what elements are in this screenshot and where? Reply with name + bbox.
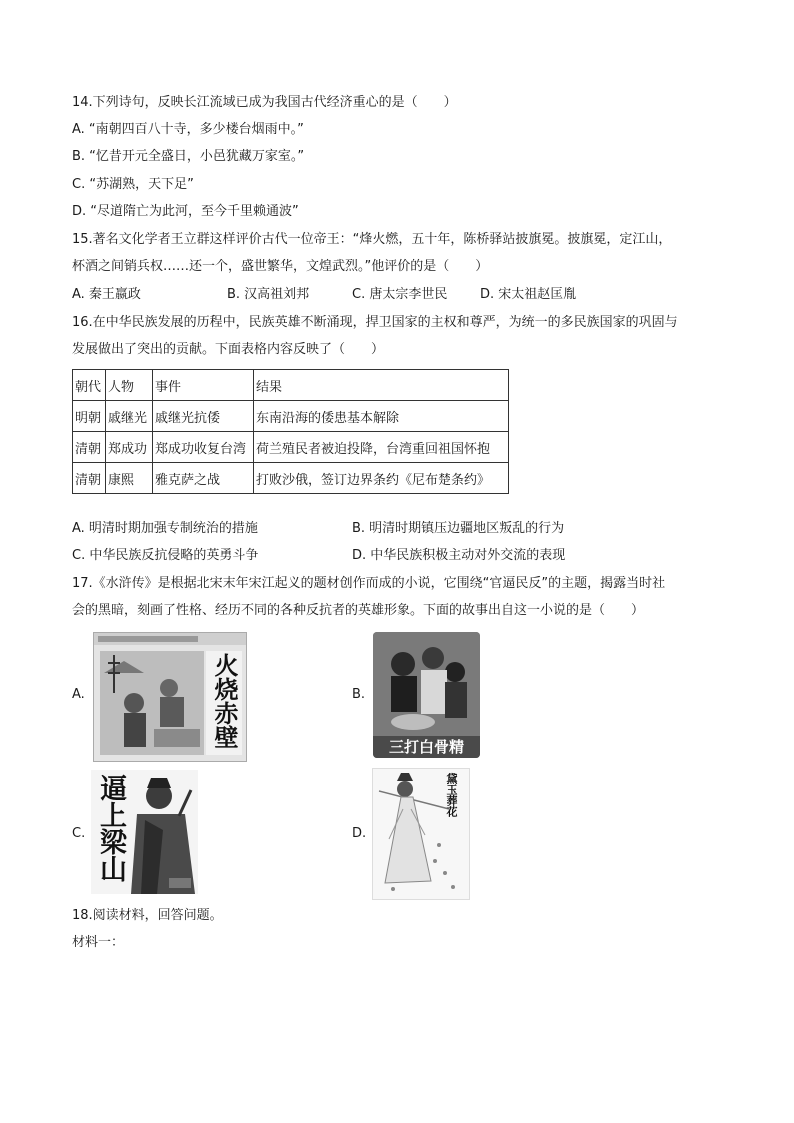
q17-stem-line2: 会的黑暗，刻画了性格、经历不同的各种反抗者的英雄形象。下面的故事出自这一小说的是（ ）: [72, 603, 645, 618]
table-cell: 雅克萨之战: [153, 463, 254, 494]
table-header-row: [73, 370, 509, 401]
q14-option-a: A. “南朝四百八十寺，多少楼台烟雨中。”: [72, 122, 304, 137]
q15-stem-line1: 15.著名文化学者王立群这样评价古代一位帝王：“烽火燃，五十年，陈桥驿站披旗冕。披旗冕，定江山，: [72, 232, 672, 247]
q15-option-d: D. 宋太祖赵匡胤: [480, 287, 577, 302]
q17-picture-b: [373, 632, 480, 758]
table-cell: 郑成功: [106, 432, 153, 463]
q16-stem-line2: 发展做出了突出的贡献。下面表格内容反映了（ ）: [72, 342, 385, 357]
table-cell: 东南沿海的倭患基本解除: [254, 401, 509, 432]
q17-option-a-label: A.: [72, 687, 85, 702]
picture-a-title: 火烧赤壁: [210, 653, 239, 749]
table-cell: 明朝: [73, 401, 106, 432]
q16-table: [72, 369, 509, 494]
table-row: [73, 401, 509, 432]
table-cell: 荷兰殖民者被迫投降，台湾重回祖国怀抱: [254, 432, 509, 463]
q15-option-a: A. 秦王嬴政: [72, 287, 141, 302]
picture-d-title: 黛玉葬花: [445, 773, 458, 817]
table-cell: 郑成功收复台湾: [153, 432, 254, 463]
q17-option-b-label: B.: [352, 687, 366, 702]
table-row: [73, 463, 509, 494]
picture-c-title: 逼上梁山: [95, 774, 126, 882]
q17-picture-a: [93, 632, 247, 762]
q17-picture-c: [91, 770, 198, 894]
table-cell: 戚继光抗倭: [153, 401, 254, 432]
table-cell: 清朝: [73, 463, 106, 494]
table-row: [73, 432, 509, 463]
table-header-cell: 事件: [153, 370, 254, 401]
q17-stem-line1: 17.《水浒传》是根据北宋末年宋江起义的题材创作而成的小说，它围绕“官逼民反”的主题，揭露当时社: [72, 576, 666, 591]
q18-stem: 18.阅读材料，回答问题。: [72, 908, 223, 923]
q16-option-b: B. 明清时期镇压边疆地区叛乱的行为: [352, 521, 565, 536]
q18-material-label: 材料一：: [72, 935, 125, 950]
q17-option-c-label: C.: [72, 826, 86, 841]
q16-stem-line1: 16.在中华民族发展的历程中，民族英雄不断涌现，捍卫国家的主权和尊严，为统一的多民族国家的巩固与: [72, 315, 678, 330]
q14-stem: 14.下列诗句，反映长江流域已成为我国古代经济重心的是（ ）: [72, 95, 457, 110]
table-cell: 打败沙俄，签订边界条约《尼布楚条约》: [254, 463, 509, 494]
q15-option-c: C. 唐太宗李世民: [352, 287, 448, 302]
table-header-cell: 朝代: [73, 370, 106, 401]
picture-b-title: 三打白骨精: [388, 738, 464, 756]
table-cell: 清朝: [73, 432, 106, 463]
table-cell: 戚继光: [106, 401, 153, 432]
q14-option-d: D. “尽道隋亡为此河，至今千里赖通波”: [72, 204, 299, 219]
table-header-cell: 结果: [254, 370, 509, 401]
q14-option-c: C. “苏湖熟，天下足”: [72, 177, 194, 192]
q15-option-b: B. 汉高祖刘邦: [227, 287, 310, 302]
q14-option-b: B. “忆昔开元全盛日，小邑犹藏万家室。”: [72, 149, 305, 164]
q16-option-d: D. 中华民族积极主动对外交流的表现: [352, 548, 566, 563]
q17-picture-d: [372, 768, 470, 900]
q16-option-a: A. 明清时期加强专制统治的措施: [72, 521, 258, 536]
q15-stem-line2: 杯酒之间销兵权……还一个，盛世繁华，文煌武烈。”他评价的是（ ）: [72, 259, 489, 274]
table-cell: 康熙: [106, 463, 153, 494]
table-header-cell: 人物: [106, 370, 153, 401]
q16-option-c: C. 中华民族反抗侵略的英勇斗争: [72, 548, 259, 563]
q17-option-d-label: D.: [352, 826, 367, 841]
